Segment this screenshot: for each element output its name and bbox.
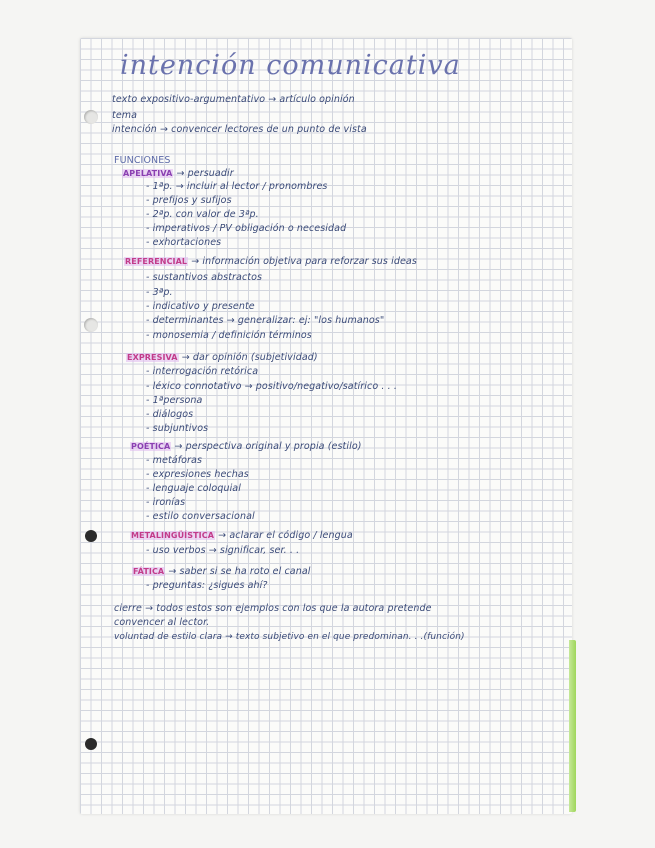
list-item: - 3ªp. — [146, 287, 173, 298]
section-desc: → aclarar el código / lengua — [218, 530, 353, 541]
list-item: - 2ªp. con valor de 3ªp. — [146, 209, 259, 220]
list-item: - 1ªpersona — [146, 395, 203, 406]
section-fatica — [132, 566, 311, 577]
list-item: - ironías — [146, 497, 186, 508]
page-edge-highlight — [569, 640, 576, 812]
intro-line: intención → convencer lectores de un punto de vista — [112, 124, 367, 135]
list-item: - léxico connotativo → positivo/negativo/satírico . . . — [146, 381, 397, 392]
binder-hole — [84, 110, 98, 124]
list-item: - diálogos — [146, 409, 194, 420]
page-title: intención comunicativa — [120, 50, 461, 81]
section-poetica — [130, 441, 362, 452]
list-item: - monosemia / definición términos — [146, 330, 312, 341]
list-item: - exhortaciones — [146, 237, 222, 248]
list-item: - lenguaje coloquial — [146, 483, 241, 494]
section-apelativa — [122, 168, 234, 179]
section-name: FÁTICA — [133, 567, 165, 576]
section-metalinguistica — [130, 530, 353, 541]
section-desc: → saber si se ha roto el canal — [168, 566, 311, 577]
section-name: EXPRESIVA — [127, 353, 178, 362]
list-item: - estilo conversacional — [146, 511, 255, 522]
section-name: REFERENCIAL — [125, 257, 188, 266]
list-item: - prefijos y sufijos — [146, 195, 232, 206]
funciones-heading: FUNCIONES — [114, 155, 171, 166]
list-item: - metáforas — [146, 455, 203, 466]
section-desc: → información objetiva para reforzar sus ideas — [191, 256, 417, 267]
list-item: - interrogación retórica — [146, 366, 259, 377]
section-desc: → perspectiva original y propia (estilo) — [174, 441, 362, 452]
section-referencial — [124, 256, 417, 267]
list-item: - expresiones hechas — [146, 469, 249, 480]
list-item: - uso verbos → significar, ser. . . — [146, 545, 300, 556]
closing-line: voluntad de estilo clara → texto subjetivo en el que predominan. . .(función) — [114, 632, 465, 642]
intro-line: texto expositivo-argumentativo → artículo opinión — [112, 94, 355, 105]
binder-hole — [85, 530, 97, 542]
section-desc: → persuadir — [176, 168, 234, 179]
list-item: - subjuntivos — [146, 423, 209, 434]
list-item: - sustantivos abstractos — [146, 272, 263, 283]
section-name: METALINGÜÍSTICA — [131, 531, 215, 540]
binder-hole — [84, 318, 98, 332]
list-item: - determinantes → generalizar: ej: "los humanos" — [146, 315, 385, 326]
closing-line: convencer al lector. — [114, 617, 210, 628]
section-desc: → dar opinión (subjetividad) — [181, 352, 318, 363]
closing-line: cierre → todos estos son ejemplos con los que la autora pretende — [114, 603, 432, 614]
list-item: - 1ªp. → incluir al lector / pronombres — [146, 181, 328, 192]
intro-line: tema — [112, 110, 138, 121]
section-expresiva — [126, 352, 318, 363]
binder-hole — [85, 738, 97, 750]
section-name: POÉTICA — [131, 442, 171, 451]
list-item: - preguntas: ¿sigues ahí? — [146, 580, 268, 591]
list-item: - indicativo y presente — [146, 301, 255, 312]
section-name: APELATIVA — [123, 169, 173, 178]
list-item: - imperativos / PV obligación o necesidad — [146, 223, 347, 234]
